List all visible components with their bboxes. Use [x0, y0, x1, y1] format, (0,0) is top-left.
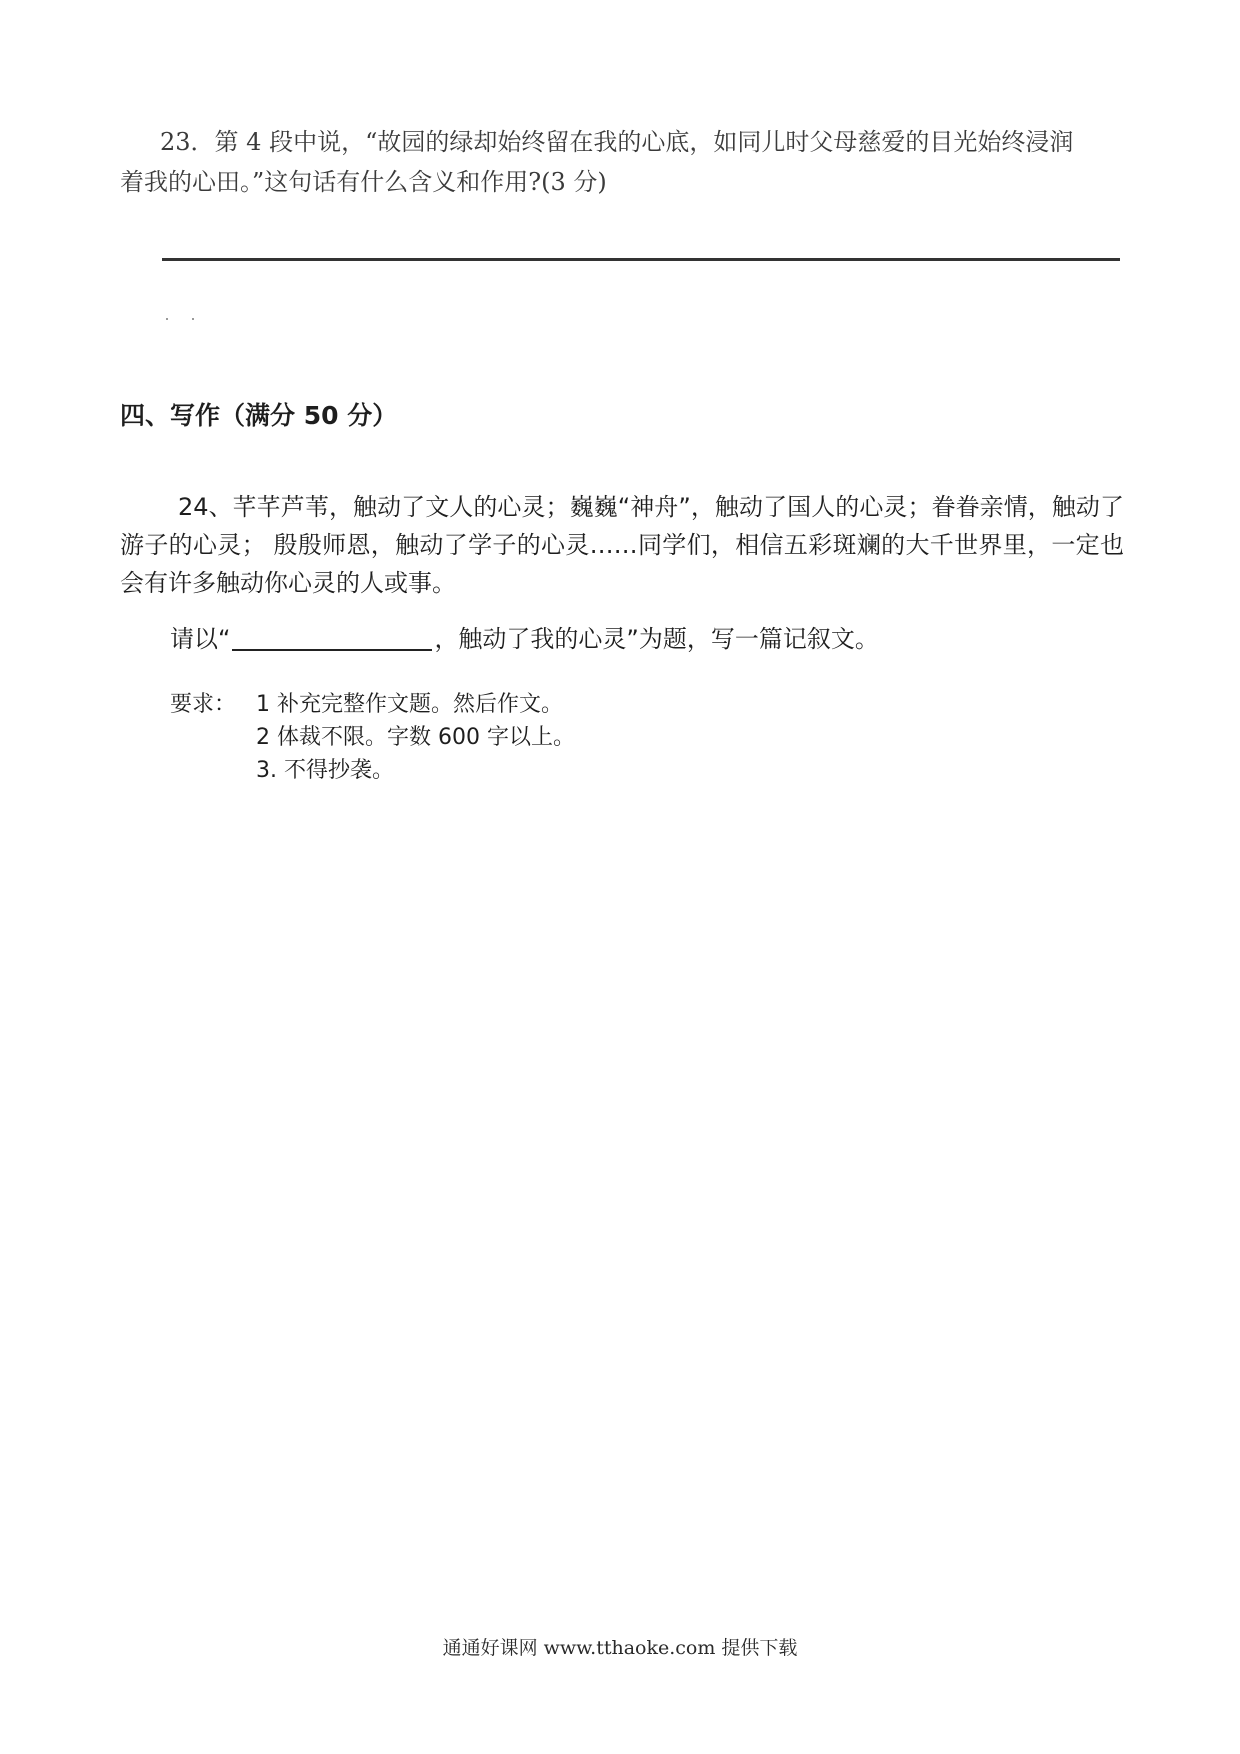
requirements	[170, 688, 575, 787]
question-24-paragraph	[120, 488, 1124, 602]
prompt-after: ，触动了我的心灵”为题，写一篇记叙文。	[434, 625, 879, 653]
question-24-text: 24、芊芊芦苇，触动了文人的心灵；巍巍“神舟”，触动了国人的心灵；眷眷亲情，触动了游子的心灵； 殷殷师恩，触动了学子的心灵……同学们，相信五彩斑斓的大千世界里，一定也会有许多触动你心灵的人或事。	[120, 493, 1124, 597]
question-23-text-1: 23．第 4 段中说，“故园的绿却始终留在我的心底，如同儿时父母慈爱的目光始终浸润	[160, 128, 1074, 156]
section-title: 四、写作（满分 50 分）	[120, 401, 398, 430]
scan-specks	[166, 318, 206, 324]
requirement-item: 1 补充完整作文题。然后作文。	[256, 692, 563, 717]
prompt-before: 请以“	[170, 625, 231, 653]
title-blank[interactable]	[232, 625, 432, 651]
question-23-line-1	[120, 122, 1120, 162]
answer-line[interactable]	[162, 258, 1120, 261]
question-23-line-2: 着我的心田。”这句话有什么含义和作用?(3 分)	[120, 168, 607, 196]
page-footer: 通通好课网 www.tthaoke.com 提供下载	[442, 1637, 798, 1659]
question-23	[120, 122, 1120, 202]
essay-prompt	[170, 620, 879, 658]
requirements-list	[256, 688, 575, 787]
requirements-label: 要求：	[170, 692, 237, 717]
requirement-item: 3. 不得抄袭。	[256, 758, 394, 783]
requirement-item: 2 体裁不限。字数 600 字以上。	[256, 725, 575, 750]
